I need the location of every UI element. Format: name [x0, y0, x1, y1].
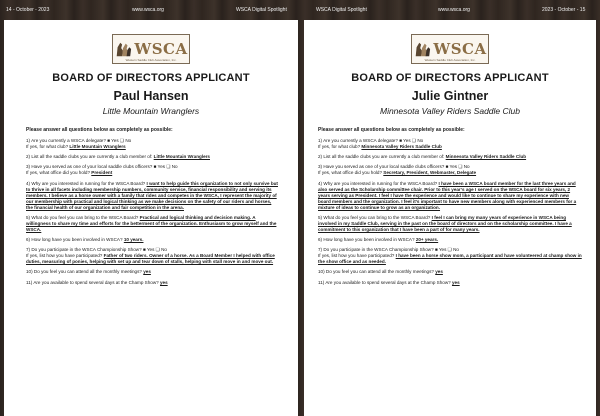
header-site-left[interactable]: www.wsca.org: [132, 7, 164, 13]
q11-answer: yes: [159, 279, 168, 285]
question-3: [26, 164, 278, 176]
page-heading: BOARD OF DIRECTORS APPLICANT: [52, 72, 250, 84]
header-strip-right: [304, 0, 600, 20]
logo-subtitle: Western Saddle Club Association, Inc.: [424, 58, 476, 62]
q3b-answer: President: [91, 170, 113, 176]
question-1: [318, 138, 582, 150]
question-6: [318, 237, 582, 243]
wsca-logo: [411, 34, 489, 64]
question-7: [26, 247, 278, 265]
question-11: [26, 280, 278, 286]
horse-heads-icon: [114, 40, 132, 58]
questionnaire: [26, 127, 278, 290]
question-10: [26, 269, 278, 275]
horse-heads-icon: [413, 40, 431, 58]
applicant-page-left: [4, 20, 298, 416]
q10-answer: yes: [435, 269, 443, 275]
applicant-club: Minnesota Valley Riders Saddle Club: [379, 106, 520, 116]
q1b-answer: Minnesota Valley Riders Saddle Club: [361, 144, 442, 149]
q2-answer: Minnesota Valley Riders Saddle Club: [445, 154, 527, 160]
q5-answer: I feel I can bring my many years of experience in WSCA being involved in my Saddle Club, serving in the past on the board of directors and on the scholarship committee. I have a commitment to this organization that I have been a part of for many years.: [318, 214, 572, 232]
logo-subtitle: Western Saddle Club Association, Inc.: [125, 58, 177, 62]
q7b-text: If yes, list how you have participated?: [26, 253, 103, 259]
q10-text: 10) Do you feel you can attend all the monthly meetings?: [318, 269, 434, 275]
header-title-right: WSCA Digital Spotlight: [316, 7, 367, 13]
q2-text: 2) List all the saddle clubs you are currently a club member of:: [318, 154, 445, 160]
header-title-left: WSCA Digital Spotlight: [236, 7, 287, 13]
q6-answer: 10 years.: [123, 236, 144, 242]
q7-text: 7) Do you participate in the WSCA Championship Show? ■ Yes ❑ No: [26, 247, 167, 253]
q3b-answer: Secretary, President, Webmaster, Delegate: [383, 170, 477, 176]
question-4: [318, 181, 582, 211]
question-10: [318, 269, 582, 275]
question-4: [26, 181, 278, 211]
q3-text: 3) Have you served as one of your local saddle clubs officers? ■ Yes ❑ No: [318, 164, 470, 170]
questionnaire: [318, 127, 582, 290]
q3-text: 3) Have you served as one of your local saddle clubs officers? ■ Yes ❑ No: [26, 164, 178, 170]
q1-text: 1) Are you currently a WSCA delegate? ■ Yes ❑ No: [26, 138, 132, 143]
q6-answer: 20+ years.: [415, 236, 439, 242]
q10-answer: yes: [143, 269, 151, 275]
header-strip-left: [4, 0, 304, 20]
q1b-text: If yes, for what club?: [318, 144, 361, 149]
applicant-name: Julie Gintner: [411, 89, 489, 103]
q1-text: 1) Are you currently a WSCA delegate? ■ Yes ❑ No: [318, 138, 424, 143]
header-site-right[interactable]: www.wsca.org: [438, 7, 470, 13]
logo-wordmark: WSCA: [433, 40, 487, 58]
applicant-page-right: [304, 20, 596, 416]
q2-answer: Little Mountain Wranglers: [153, 154, 210, 160]
header-date-left: 14 - October - 2023: [6, 7, 50, 13]
q3b-text: If yes, what office did you hold?: [26, 170, 91, 176]
wsca-logo: [112, 34, 190, 64]
q2-text: 2) List all the saddle clubs you are currently a club member of:: [26, 154, 153, 160]
intro-text: Please answer all questions below as completely as possible:: [318, 127, 465, 133]
question-6: [26, 237, 278, 243]
q7b-answer: Father of two riders. Owner of a horse. As a Board Member I helped with office duties, measuring of ponies, helping with set up and tear down of stalls, helping with stall move in and move out.: [26, 253, 275, 265]
q1b-text: If yes, for what club?: [26, 144, 69, 149]
q5-text: 5) What do you feel you can bring to the WSCA Board?: [26, 214, 139, 220]
question-1: [26, 138, 278, 150]
q7b-text: If yes, list how you have participated?: [318, 253, 395, 259]
applicant-name: Paul Hansen: [113, 89, 189, 103]
question-11: [318, 280, 582, 286]
intro-text: Please answer all questions below as completely as possible:: [26, 127, 173, 133]
q4-answer: I have been a WSCA board member for the last three years and also served as the Scholarship committee chair. Prior to this year’s age I served on the WSCA board for six years, 2 years serving as President. I feel I have the experience and would like to continue to share my experience with new board members and the organization. I feel it’s important to have new members along with experienced members for a mixture of ideas to continue to grow as an organization.: [318, 180, 577, 210]
header-date-right: 2023 - October - 15: [542, 7, 586, 13]
question-7: [318, 247, 582, 265]
q5-answer: Practical and logical thinking and decision making. A willingness to share my time and efforts for the betterment of the organization. Enthusiasm to grow myself and the WSCA.: [26, 214, 277, 232]
question-2: [26, 154, 278, 160]
q11-answer: yes: [451, 279, 460, 285]
q10-text: 10) Do you feel you can attend all the monthly meetings?: [26, 269, 142, 275]
q4-text: 4) Why are you interested in running for the WSCA Board?: [26, 180, 146, 186]
q4-text: 4) Why are you interested in running for the WSCA Board?: [318, 180, 438, 186]
page-heading: BOARD OF DIRECTORS APPLICANT: [351, 72, 549, 84]
q11-text: 11) Are you available to spend several days at the Champ Show?: [318, 279, 451, 285]
q1b-answer: Little Mountain Wranglers: [69, 144, 126, 149]
q6-text: 6) How long have you been involved in WSCA?: [318, 236, 415, 242]
q7b-answer: I have been a horse show mom, a participant and have volunteered at champ show in the show office and as needed.: [318, 253, 582, 265]
question-5: [26, 215, 278, 233]
question-2: [318, 154, 582, 160]
question-5: [318, 215, 582, 233]
q5-text: 5) What do you feel you can bring to the WSCA Board?: [318, 214, 431, 220]
q6-text: 6) How long have you been involved in WSCA?: [26, 236, 123, 242]
logo-wordmark: WSCA: [134, 40, 188, 58]
q11-text: 11) Are you available to spend several days at the Champ Show?: [26, 279, 159, 285]
question-3: [318, 164, 582, 176]
q7-text: 7) Do you participate in the WSCA Championship Show? ■ Yes ❑ No: [318, 247, 459, 253]
applicant-club: Little Mountain Wranglers: [102, 106, 200, 116]
q3b-text: If yes, what office did you hold?: [318, 170, 383, 176]
q4-answer: I want to help guide this organization to not only survive but to thrive in all facets including membership numbers, community service, financial responsibility and serving its members. I believe as a horse owner with a family that rides and competes in the WSCA, I represent the majority of our membership with practical and logical thinking as we make decisions on the safety of our riders and horses, the financial health of our organization and fair competition in the arena.: [26, 180, 278, 210]
